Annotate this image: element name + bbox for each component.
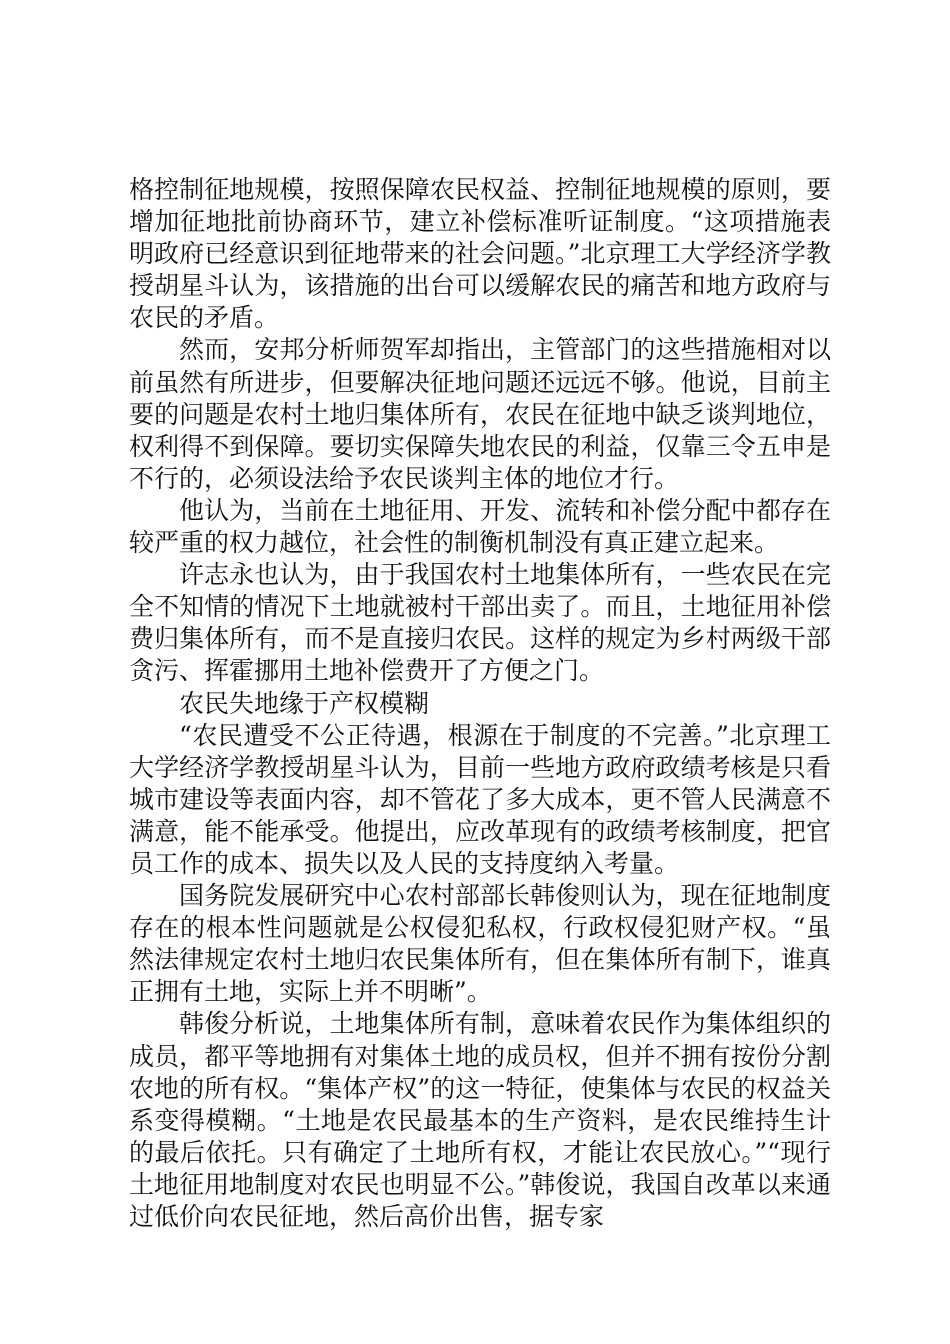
section-heading: 农民失地缘于产权模糊 (179, 688, 430, 718)
paragraph: 韩俊分析说，土地集体所有制，意味着农民作为集体组织的成员，都平等地拥有对集体土地的成员权，但并不拥有按份分割农地的所有权。“集体产权”的这一特征，使集体与农民的权益关系变得模糊。“土地是农民最基本的生产资料，是农民维持生计的最后依托。只有确定了土地所有权，才能让农民放心。”“现行土地征用地制度对农民也明显不公。”韩俊说，我国自改革以来通过低价向农民征地，然后高价出售，据专家 (129, 1009, 831, 1231)
paragraph: 许志永也认为，由于我国农村土地集体所有，一些农民在完全不知情的情况下土地就被村干部出卖了。而且，土地征用补偿费归集体所有，而不是直接归农民。这样的规定为乡村两级干部贪污、挥霍挪用土地补偿费开了方便之门。 (129, 560, 831, 686)
paragraph: 然而，安邦分析师贺军却指出，主管部门的这些措施相对以前虽然有所进步，但要解决征地问题还远远不够。他说，目前主要的问题是农村土地归集体所有，农民在征地中缺乏谈判地位，权利得不到保障。要切实保障失地农民的利益，仅靠三令五申是不行的，必须设法给予农民谈判主体的地位才行。 (129, 335, 831, 493)
paragraph: 格控制征地规模，按照保障农民权益、控制征地规模的原则，要增加征地批前协商环节，建立补偿标准听证制度。“这项措施表明政府已经意识到征地带来的社会问题。”北京理工大学经济学教授胡星斗认为，该措施的出台可以缓解农民的痛苦和地方政府与农民的矛盾。 (129, 175, 831, 333)
document-body (129, 174, 831, 1233)
paragraph: 国务院发展研究中心农村部部长韩俊则认为，现在征地制度存在的根本性问题就是公权侵犯私权，行政权侵犯财产权。“虽然法律规定农村土地归农民集体所有，但在集体所有制下，谁真正拥有土地，实际上并不明晰”。 (129, 881, 831, 1007)
paragraph: 他认为，当前在土地征用、开发、流转和补偿分配中都存在较严重的权力越位，社会性的制衡机制没有真正建立起来。 (129, 495, 831, 558)
paragraph: “农民遭受不公正待遇，根源在于制度的不完善。”北京理工大学经济学教授胡星斗认为，目前一些地方政府政绩考核是只看城市建设等表面内容，却不管花了多大成本，更不管人民满意不满意，能不能承受。他提出，应改革现有的政绩考核制度，把官员工作的成本、损失以及人民的支持度纳入考量。 (129, 720, 831, 878)
